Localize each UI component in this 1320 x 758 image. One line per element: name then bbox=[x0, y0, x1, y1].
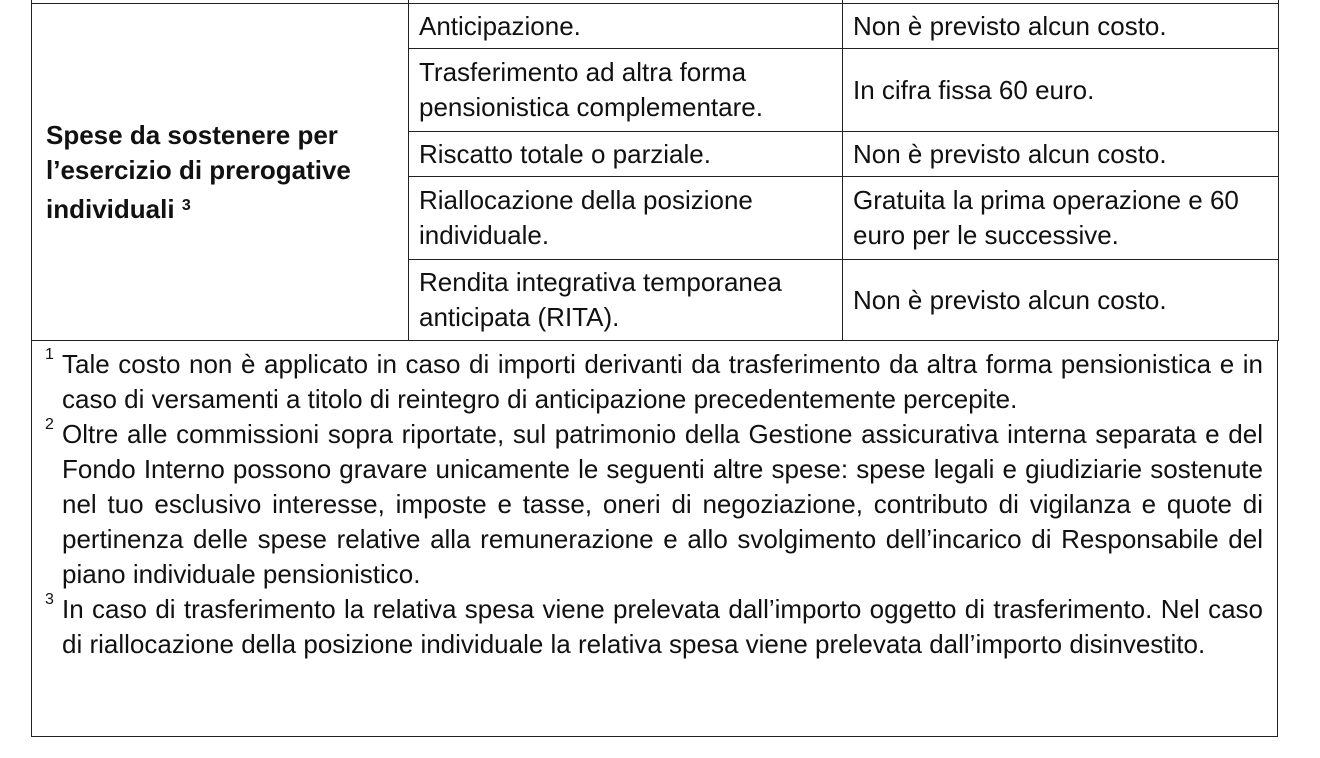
cost-cell: In cifra fissa 60 euro. bbox=[843, 49, 1279, 132]
footnote-number: 3 bbox=[45, 591, 54, 608]
operation-cell: Riallocazione della posizione individuale. bbox=[409, 177, 843, 260]
fees-table bbox=[31, 0, 1279, 341]
footnote-text: In caso di trasferimento la relativa spesa viene prelevata dall’importo oggetto di trasferimento. Nel caso di riallocazione della posizione individuale la relativa spesa viene prelevata dall’importo disinvestito. bbox=[62, 594, 1263, 659]
footnote-number: 2 bbox=[45, 416, 54, 433]
cost-cell: Non è previsto alcun costo. bbox=[843, 132, 1279, 177]
footnote-number: 1 bbox=[45, 346, 54, 363]
footnote-ref: 3 bbox=[181, 196, 191, 214]
document-page bbox=[31, 0, 1278, 737]
footnote-text: Tale costo non è applicato in caso di importi derivanti da trasferimento da altra forma pensionistica e in caso di versamenti a titolo di reintegro di anticipazione precedentemente percepite. bbox=[62, 349, 1263, 414]
operation-cell: Riscatto totale o parziale. bbox=[409, 132, 843, 177]
fees-category-label bbox=[32, 4, 409, 341]
operation-cell: Trasferimento ad altra forma pensionistica complementare. bbox=[409, 49, 843, 132]
footnote-1 bbox=[42, 347, 1263, 417]
footnote-2 bbox=[42, 417, 1263, 592]
footnote-text: Oltre alle commissioni sopra riportate, sul patrimonio della Gestione assicurativa interna separata e del Fondo Interno possono gravare unicamente le seguenti altre spese: spese legali e giudiziarie sostenute nel tuo esclusivo interesse, imposte e tasse, oneri di negoziazione, contributo di vigilanza e quote di pertinenza delle spese relative alla remunerazione e allo svolgimento dell’incarico di Responsabile del piano individuale pensionistico. bbox=[62, 419, 1263, 589]
cost-cell: Non è previsto alcun costo. bbox=[843, 260, 1279, 341]
operation-cell: Anticipazione. bbox=[409, 4, 843, 49]
fees-category-text: Spese da sostenere per l’esercizio di prerogative individuali bbox=[46, 119, 351, 224]
footnote-3 bbox=[42, 592, 1263, 662]
operation-cell: Rendita integrativa temporanea anticipata (RITA). bbox=[409, 260, 843, 341]
footnotes-box bbox=[31, 341, 1278, 737]
table-row bbox=[32, 4, 1279, 49]
cost-cell: Gratuita la prima operazione e 60 euro per le successive. bbox=[843, 177, 1279, 260]
cost-cell: Non è previsto alcun costo. bbox=[843, 4, 1279, 49]
